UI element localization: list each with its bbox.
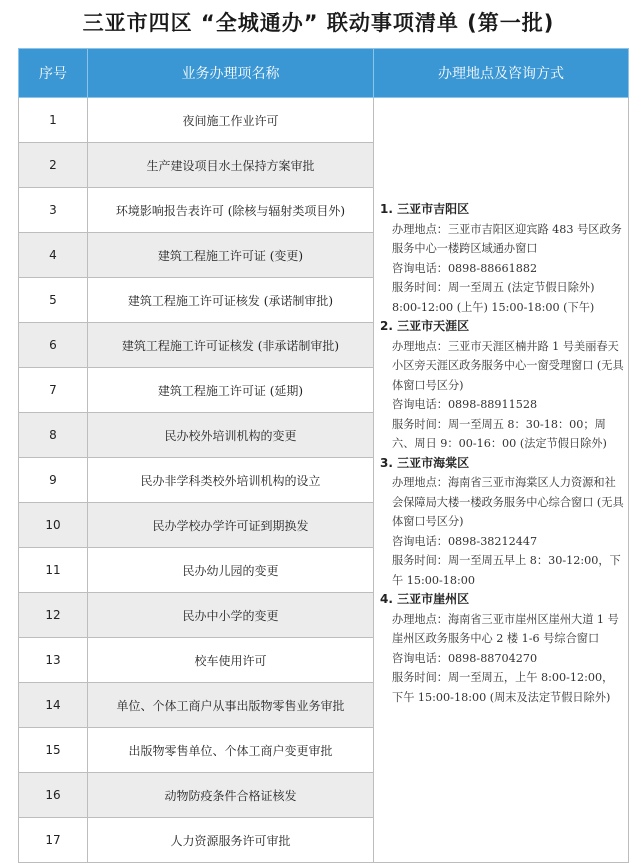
item-name: 单位、个体工商户从事出版物零售业务审批 xyxy=(88,683,374,728)
row-number: 5 xyxy=(19,278,88,323)
district-detail-line: 咨询电话：0898-88704270 xyxy=(392,651,538,665)
row-number: 1 xyxy=(19,98,88,143)
header-seq: 序号 xyxy=(19,49,88,98)
district-detail-line: 服务时间：周一至周五 8：30-18：00；周六、周日 9：00-16：00 (法定节假日除外) xyxy=(392,417,607,450)
item-name: 生产建设项目水土保持方案审批 xyxy=(88,143,374,188)
row-number: 13 xyxy=(19,638,88,683)
district-detail-line: 办理地点：三亚市吉阳区迎宾路 483 号区政务服务中心一楼跨区域通办窗口 xyxy=(392,222,622,255)
item-name: 校车使用许可 xyxy=(88,638,374,683)
district-list xyxy=(380,98,624,707)
item-name: 民办校外培训机构的变更 xyxy=(88,413,374,458)
district-detail-line: 办理地点：海南省三亚市海棠区人力资源和社会保障局大楼一楼政务服务中心综合窗口 (无具体窗口号区分) xyxy=(392,476,624,528)
district-heading: 3. 三亚市海棠区 xyxy=(380,455,470,470)
item-name: 建筑工程施工许可证核发 (承诺制审批) xyxy=(88,278,374,323)
row-number: 15 xyxy=(19,728,88,773)
location-info-cell xyxy=(374,98,629,863)
row-number: 4 xyxy=(19,233,88,278)
district-detail-line: 咨询电话：0898-38212447 xyxy=(392,534,538,548)
item-name: 动物防疫条件合格证核发 xyxy=(88,773,374,818)
table-body xyxy=(19,98,629,863)
item-name: 夜间施工作业许可 xyxy=(88,98,374,143)
page-title: 三亚市四区 “全城通办” 联动事项清单 (第一批) xyxy=(82,11,555,35)
row-number: 2 xyxy=(19,143,88,188)
district-detail-line: 服务时间：周一至周五，上午 8:00-12:00，下午 15:00-18:00 (周末及法定节假日除外) xyxy=(392,671,614,704)
header-location: 办理地点及咨询方式 xyxy=(374,49,629,98)
table-row xyxy=(19,98,629,143)
item-name: 环境影响报告表许可 (除核与辐射类项目外) xyxy=(88,188,374,233)
items-table xyxy=(18,48,629,863)
row-number: 3 xyxy=(19,188,88,233)
item-name: 人力资源服务许可审批 xyxy=(88,818,374,863)
item-name: 民办中小学的变更 xyxy=(88,593,374,638)
item-name: 民办非学科类校外培训机构的设立 xyxy=(88,458,374,503)
district-heading: 2. 三亚市天涯区 xyxy=(380,319,470,333)
item-name: 民办学校办学许可证到期换发 xyxy=(88,503,374,548)
district-heading: 4. 三亚市崖州区 xyxy=(380,592,470,606)
row-number: 10 xyxy=(19,503,88,548)
district-detail-line: 办理地点：海南省三亚市崖州区崖州大道 1 号崖州区政务服务中心 2 楼 1-6 号综合窗口 xyxy=(392,612,619,645)
item-name: 建筑工程施工许可证 (延期) xyxy=(88,368,374,413)
table-header-row xyxy=(19,49,629,98)
district-heading: 1. 三亚市吉阳区 xyxy=(380,202,470,216)
row-number: 9 xyxy=(19,458,88,503)
row-number: 8 xyxy=(19,413,88,458)
row-number: 7 xyxy=(19,368,88,413)
item-name: 建筑工程施工许可证核发 (非承诺制审批) xyxy=(88,323,374,368)
district-detail-line: 办理地点：三亚市天涯区楠井路 1 号美丽春天小区旁天涯区政务服务中心一窗受理窗口 (无具体窗口号区分) xyxy=(392,339,624,392)
row-number: 17 xyxy=(19,818,88,863)
district-detail-line: 咨询电话：0898-88911528 xyxy=(392,398,538,411)
item-name: 出版物零售单位、个体工商户变更审批 xyxy=(88,728,374,773)
header-name: 业务办理项名称 xyxy=(88,49,374,98)
district-detail-line: 咨询电话：0898-88661882 xyxy=(392,261,538,275)
district-detail-line: 服务时间：周一至周五早上 8：30-12:00，下午 15:00-18:00 xyxy=(392,554,621,587)
row-number: 6 xyxy=(19,323,88,368)
item-name: 民办幼儿园的变更 xyxy=(88,548,374,593)
district-detail-line: 服务时间：周一至周五 (法定节假日除外) 8:00-12:00 (上午) 15:00-18:00 (下午) xyxy=(392,281,595,314)
row-number: 14 xyxy=(19,683,88,728)
row-number: 16 xyxy=(19,773,88,818)
row-number: 12 xyxy=(19,593,88,638)
row-number: 11 xyxy=(19,548,88,593)
item-name: 建筑工程施工许可证 (变更) xyxy=(88,233,374,278)
